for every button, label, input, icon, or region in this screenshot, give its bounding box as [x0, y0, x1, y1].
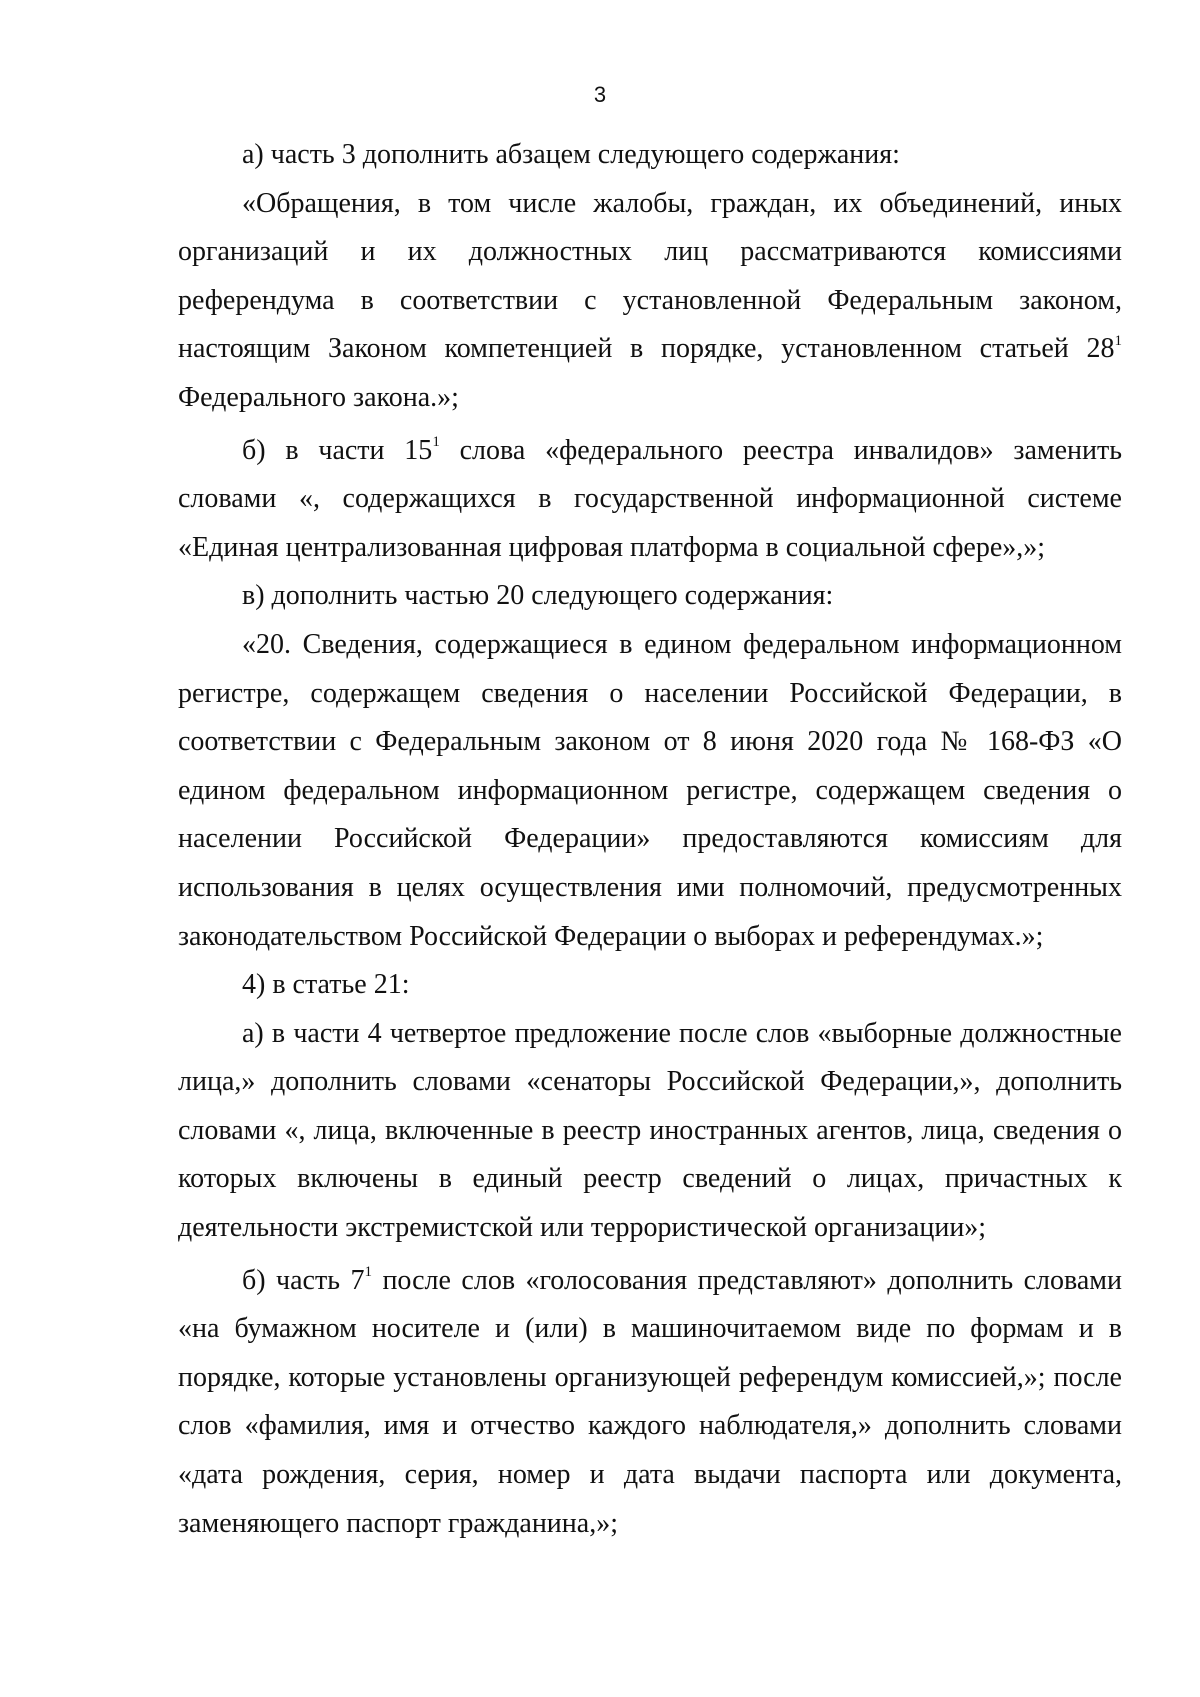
superscript: 1	[364, 1264, 372, 1281]
paragraph-b-part-7: б) часть $7^1$ после слов «голосования представляют» дополнить словами «на бумажном носителе и (или) в машиночитаемом виде по формам и в порядке, которые установлены организующей референдум комиссией,»; после слов «фамилия, имя и отчество каждого наблюдателя,» дополнить словами «дата рождения, серия, номер и дата выдачи паспорта или документа, заменяющего паспорт гражданина,»;	[178, 1264, 1122, 1539]
superscript: 1	[432, 434, 440, 451]
superscript: 1	[1114, 333, 1122, 350]
document-body	[178, 131, 1122, 1548]
paragraph-a-part-4: а) в части 4 четвертое предложение после слов «выборные должностные лица,» дополнить словами «сенаторы Российской Федерации,», дополнить словами «, лица, включенные в реестр иностранных агентов, лица, сведения о которых включены в единый реестр сведений о лицах, причастных к деятельности экстремистской или террористической организации»;	[178, 1017, 1122, 1244]
paragraph-b-part-15: б) в части $15^1$ слова «федерального реестра инвалидов» заменить словами «, содержащихся в государственной информационной системе «Единая централизованная цифровая платформа в социальной сфере»,»;	[178, 434, 1122, 563]
paragraph-appeals-quote: «Обращения, в том числе жалобы, граждан, их объединений, иных организаций и их должностных лиц рассматриваются комиссиями референдума в соответствии с установленной Федеральным законом, настоящим Законом компетенцией в порядке, установленном статьей $28^1$ Федерального закона.»;	[178, 187, 1122, 413]
paragraph-a-part-3: а) часть 3 дополнить абзацем следующего содержания:	[242, 139, 900, 170]
paragraph-v-part-20: в) дополнить частью 20 следующего содержания:	[242, 580, 834, 612]
page-number: 3	[593, 82, 607, 107]
paragraph-article-21: 4) в статье 21:	[242, 969, 410, 1001]
paragraph-part-20-quote: «20. Сведения, содержащиеся в едином федеральном информационном регистре, содержащем сведения о населении Российской Федерации, в соответствии с Федеральным законом от 8 июня 2020 года № 168-ФЗ «О едином федеральном информационном регистре, содержащем сведения о населении Российской Федерации» предоставляются комиссиям для использования в целях осуществления ими полномочий, предусмотренных законодательством Российской Федерации о выборах и референдумах.»;	[178, 628, 1122, 952]
